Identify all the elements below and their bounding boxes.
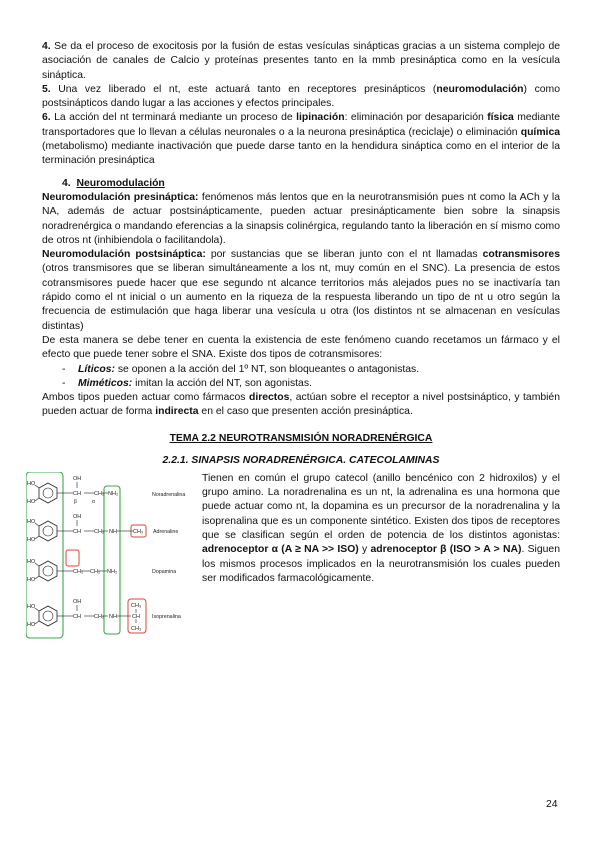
svg-text:CH₂: CH₂ bbox=[90, 568, 101, 575]
svg-text:α: α bbox=[92, 498, 95, 505]
subtema-heading: 2.2.1. SINAPSIS NORADRENÉRGICA. CATECOLAMINAS bbox=[162, 454, 440, 466]
svg-text:CH: CH bbox=[73, 490, 81, 497]
dopamine-structure bbox=[27, 559, 176, 583]
paragraph-catecol: Tienen en común el grupo catecol (anillo bencénico con 2 hidroxilos) y el grupo amino. La noradrenalina es un nt, la adrenalina es una hormona que puede actuar como nt, la dopamina es un precursor de la noradrenalina y la isoprenalina que es un componente sintético. Existen dos tipos de receptores que se clasifican según el orden de potencia de los distintos agonistas: adrenoceptor α (A ≥ NA >> ISO) y adrenoceptor β (ISO > A > NA). Siguen los mismos procesos implicados en la neurotransmisión los cuales pueden ser modificados farmacológicamente. bbox=[202, 472, 560, 584]
svg-text:HO: HO bbox=[27, 621, 36, 628]
label-isoprenalina: Isoprenalina bbox=[152, 613, 181, 620]
page-number: 24 bbox=[546, 799, 558, 810]
svg-text:HO: HO bbox=[27, 558, 36, 565]
dopamine-missing-oh-box bbox=[66, 550, 79, 566]
svg-text:HO: HO bbox=[27, 518, 36, 525]
svg-text:HO: HO bbox=[27, 480, 36, 487]
svg-text:CH: CH bbox=[73, 528, 81, 535]
svg-text:β: β bbox=[74, 498, 77, 505]
noradrenaline-structure bbox=[27, 476, 185, 505]
svg-text:CH₃: CH₃ bbox=[131, 625, 142, 632]
svg-text:CH: CH bbox=[73, 613, 81, 620]
svg-text:NH₂: NH₂ bbox=[107, 568, 118, 575]
amino-group-box bbox=[104, 486, 120, 634]
adrenaline-structure bbox=[27, 514, 178, 543]
step-6: 6. La acción del nt terminará mediante un proceso de lipinación: eliminación por desaparición física mediante transportadores que lo llevan a células neuronales o a la neurona presináptica (reciclaje) o eliminación química (metabolismo) mediante inactivación que puede darse tanto en la hendidura sináptica como en el interior de la terminación presináptica bbox=[42, 112, 560, 167]
svg-text:OH: OH bbox=[73, 475, 82, 482]
section-heading: 4. Neuromodulación bbox=[62, 177, 165, 189]
paragraph-ambos: Ambos tipos pueden actuar como fármacos directos, actúan sobre el receptor a nivel postsináptico, y también pueden actuar de forma indirecta en el caso que presenten acción presináptica. bbox=[42, 392, 560, 418]
catecolaminas-section bbox=[27, 472, 560, 644]
svg-text:CH₂: CH₂ bbox=[94, 613, 105, 620]
svg-text:CH₃: CH₃ bbox=[131, 602, 142, 609]
neuromodulacion-postsinaptica: Neuromodulación postsináptica: por sustancias que se liberan junto con el nt llamadas cotransmisores (otros transmisores que se liberan simultáneamente a los nt, muy común en el SNC). La presencia de estos cotransmisores puede hacer que ese segundo nt alcance territorios más alejados pues no se inactivaría tan rápido como el nt inicial o un aumento en la riqueza de la respuesta liberando un tipo de nt u otro según la frecuencia de estimulación que haga liberar una vesícula u otra (los distintos nt se almacenan en vesículas distintas) bbox=[42, 249, 560, 332]
svg-text:CH₂: CH₂ bbox=[73, 568, 84, 575]
svg-text:NH: NH bbox=[109, 528, 117, 535]
label-adrenaline: Adrenaline bbox=[153, 528, 179, 535]
svg-text:NH₂: NH₂ bbox=[108, 490, 119, 497]
svg-text:CH₂: CH₂ bbox=[94, 528, 105, 535]
page-content bbox=[27, 40, 560, 644]
svg-text:NH: NH bbox=[109, 613, 117, 620]
svg-text:OH: OH bbox=[73, 513, 82, 520]
paragraph-manera: De esta manera se debe tener en cuenta la existencia de este fenómeno cuando recetamos un fármaco y el efecto que puede tener sobre el SNA. Existe dos tipos de cotransmisores: bbox=[42, 334, 560, 361]
svg-text:HO: HO bbox=[27, 536, 36, 543]
step-5: 5. Una vez liberado el nt, este actuará tanto en receptores presinápticos (neuromodulación) como postsinápticos dando lugar a las acciones y efectos principales. bbox=[42, 83, 560, 110]
svg-text:CH: CH bbox=[132, 613, 140, 620]
svg-text:CH₃: CH₃ bbox=[133, 528, 144, 535]
catecolaminas-text bbox=[186, 472, 560, 644]
list-item-liticos: - Líticos: se oponen a la acción del 1º NT, son bloqueantes o antagonistas. bbox=[42, 363, 560, 377]
svg-text:CH₂: CH₂ bbox=[94, 490, 105, 497]
label-noradrenalina: Noradrenalina bbox=[152, 491, 186, 498]
list-item-mimeticos: - Miméticos: imitan la acción del NT, son agonistas. bbox=[42, 377, 560, 391]
svg-text:OH: OH bbox=[73, 598, 82, 605]
step-4: 4. Se da el proceso de exocitosis por la fusión de estas vesículas sinápticas gracias a un sistema complejo de asociación de canales de Calcio y proteínas presentes tanto en la mmb presináptica como en la vesícula sináptica. bbox=[42, 41, 560, 81]
cotransmisores-list bbox=[42, 363, 560, 392]
catecolamine-structures-figure bbox=[26, 472, 186, 644]
svg-text:HO: HO bbox=[27, 603, 36, 610]
neuromodulacion-presinaptica: Neuromodulación presináptica: fenómenos más lentos que en la neurotransmisión pues nt como la ACh y la NA, además de actuar postsinápticamente, pueden actuar presinápticamente bien sobre la sinapsis noradrenérgica o mandando eferencias a la sinapsis colinérgica, regulando tanto la liberación en sí mismo como de otros nt (inhibiendola o facilitandola). bbox=[42, 191, 560, 246]
svg-text:HO: HO bbox=[27, 576, 36, 583]
tema-heading: TEMA 2.2 NEUROTRANSMISIÓN NORADRENÉRGICA bbox=[169, 432, 433, 444]
label-dopamina: Dopamina bbox=[152, 568, 177, 575]
svg-text:HO: HO bbox=[27, 498, 36, 505]
